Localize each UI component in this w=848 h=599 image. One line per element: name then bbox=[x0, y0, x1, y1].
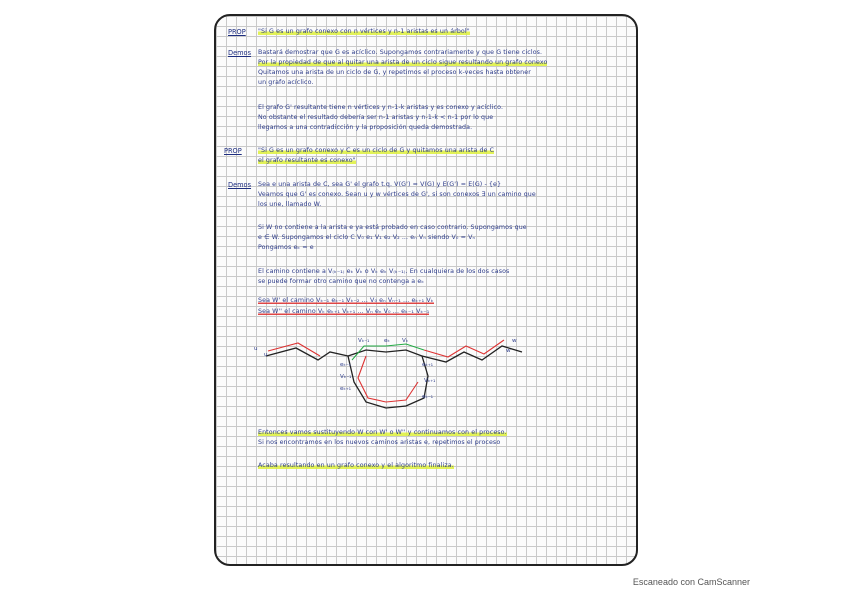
vertex-vk_1-label: Vₖ₋₁ bbox=[340, 374, 352, 380]
vertex-vk1b-label: Vₖ₊₁ bbox=[424, 378, 436, 384]
prop-statement: el grafo resultante es conexo" bbox=[258, 157, 356, 164]
path-line: Sea W' el camino Vₖ₋₁ eₖ₋₁ Vₖ₋₂ ... V₀ eₙ Vₙ₋₁ ... eₖ₊₁ Vₖ bbox=[258, 297, 434, 304]
demo-label: Demos bbox=[228, 49, 252, 57]
red-path-right bbox=[424, 340, 504, 357]
demo-line: un grafo acíclico. bbox=[258, 79, 314, 86]
prop-label: PROP bbox=[224, 147, 242, 155]
cycle-edge bbox=[348, 350, 428, 408]
path-edge-left bbox=[266, 348, 348, 360]
demo-line: Quitamos una arista de un ciclo de G, y repetimos el proceso k-veces hasta obtener bbox=[258, 69, 531, 76]
final-line: Si nos encontramos en los nuevos caminos aristas e, repetimos el proceso bbox=[258, 439, 501, 446]
edge-ek_1b-label: eₖ₋₁ bbox=[422, 394, 434, 400]
scanner-watermark: Escaneado con CamScanner bbox=[632, 577, 750, 587]
red-path-cycle bbox=[358, 356, 418, 402]
demo-line: se puede formar otro camino que no contenga a eₖ bbox=[258, 278, 425, 285]
demo-line: Bastará demostrar que G es acíclico. Supongamos contrariamente y que G tiene ciclos. bbox=[258, 49, 543, 56]
final-line: Acaba resultando en un grafo conexo y el algoritmo finaliza. bbox=[258, 462, 454, 469]
demo-line: El grafo G' resultante tiene n vértices y n-1-k aristas y es conexo y acíclico. bbox=[258, 104, 504, 111]
vertex-w-label-2: w bbox=[506, 348, 511, 354]
edge-ek1-label: eₖ₊₁ bbox=[422, 362, 434, 368]
prop-label: PROP bbox=[228, 28, 246, 36]
edge-ek-label: eₖ bbox=[384, 338, 390, 344]
final-line: Entonces vamos sustituyendo W con W' o W'' y continuamos con el proceso. bbox=[258, 429, 507, 436]
demo-line: Por la propiedad de que al quitar una arista de un ciclo sigue resultando un grafo conexo bbox=[258, 59, 548, 66]
demo-line: llegamos a una contradicción y la proposición queda demostrada. bbox=[258, 124, 473, 131]
edge-ek1b-label: eₖ₊₁ bbox=[340, 386, 352, 392]
demo-line: Veamos que G' es conexo. Sean u y w vértices de G', si son conexos ∃ un camino que bbox=[258, 191, 536, 198]
demo-line: e ∈ W. Supongamos el ciclo C V₀ e₁ V₁ e₂ V₂ ... eₙ Vₙ siendo V₀ = Vₙ bbox=[258, 234, 476, 241]
demo-line: Pongamos eₖ = e bbox=[258, 244, 314, 251]
prop-statement: "Si G es un grafo conexo y C es un ciclo de G y quitamos una arista de C bbox=[258, 147, 495, 154]
notebook-page bbox=[214, 14, 638, 566]
demo-line: Sea e una arista de C, sea G' el grafo t.q. V(G') = V(G) y E(G') = E(G) - {e} bbox=[258, 181, 502, 188]
demo-label: Demos bbox=[228, 181, 252, 189]
demo-line: Si W no contiene a la arista e ya está probado en caso contrario. Supongamos que bbox=[258, 224, 527, 231]
vertex-u-label: u bbox=[254, 346, 258, 352]
demo-line: No obstante el resultado debería ser n-1 aristas y n-1-k < n-1 por lo que bbox=[258, 114, 494, 121]
demo-line: los une, llamado W. bbox=[258, 201, 322, 208]
vertex-vk1-label: Vₖ₋₁ bbox=[358, 338, 370, 344]
edge-ek-1-label: eₖ₋₁ bbox=[340, 362, 352, 368]
prop-statement: "Si G es un grafo conexo con n vértices y n-1 aristas es un árbol" bbox=[258, 28, 470, 35]
vertex-vk-label: Vₖ bbox=[402, 338, 409, 344]
path-line: Sea W'' el camino Vₖ eₖ₊₁ Vₖ₊₁ ... Vₙ eₙ V₀ ... eₖ₋₁ Vₖ₋₁ bbox=[258, 308, 430, 315]
demo-line: El camino contiene a V₍ₖ₋₁₎ eₖ Vₖ o Vₖ eₖ V₍ₖ₋₁₎. En cualquiera de los dos casos bbox=[258, 268, 510, 275]
vertex-u-label-2: u bbox=[264, 352, 268, 358]
path-diagram bbox=[246, 326, 546, 426]
vertex-w-label: w bbox=[512, 338, 517, 344]
